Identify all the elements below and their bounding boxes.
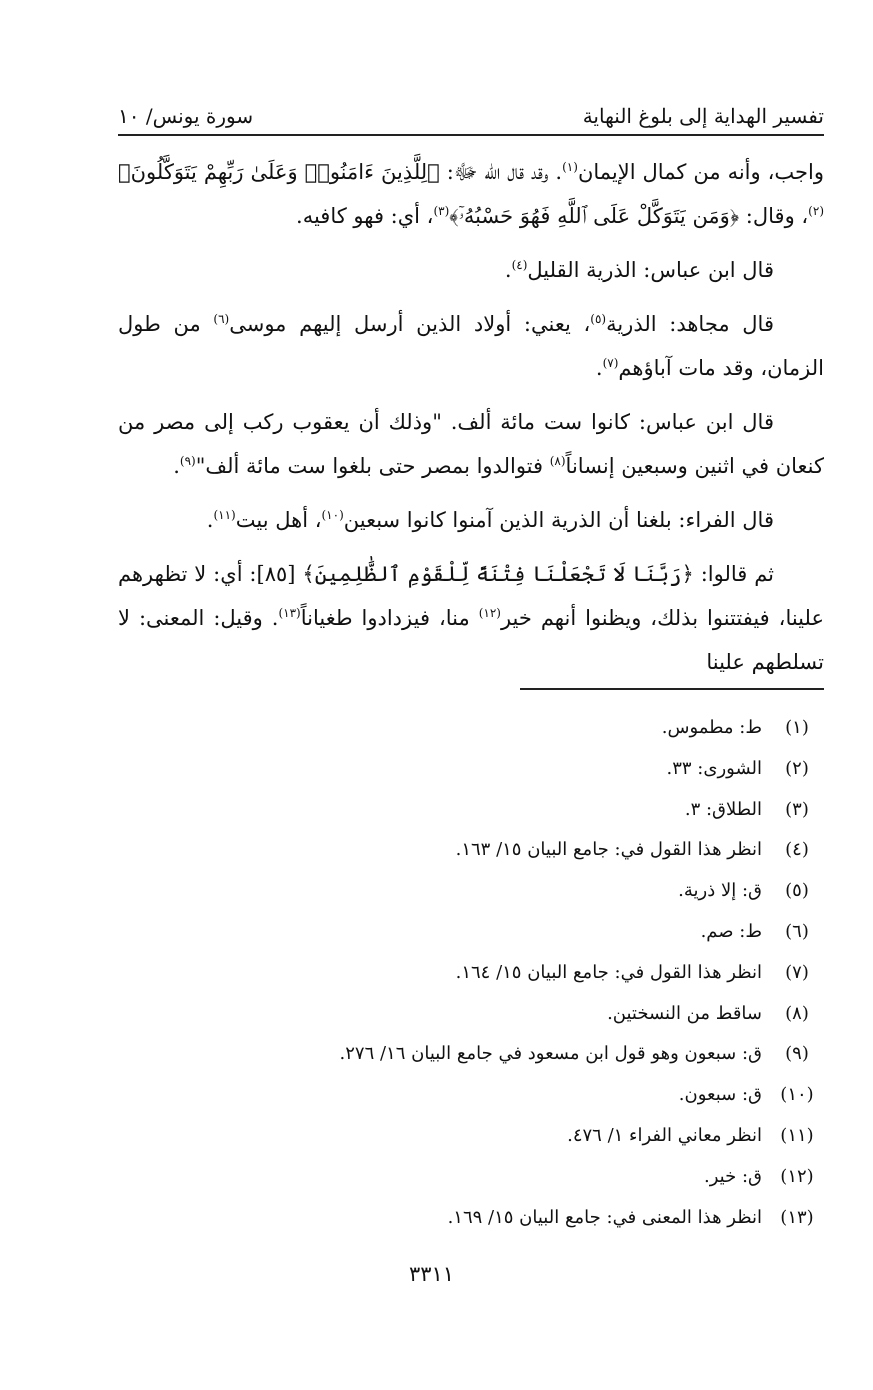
footnote-item (118, 994, 824, 1035)
footnote-ref[interactable]: (١١) (213, 508, 236, 522)
quran-verse: ﴿رَبَّنَا لَا تَجْعَلْنَا فِتْنَةً لِّلْقَوْمِ ٱلظَّٰلِمِينَ﴾ (302, 562, 694, 586)
book-title: تفسير الهداية إلى بلوغ النهاية (582, 104, 824, 128)
paragraph: ثم قالوا: ﴿رَبَّنَا لَا تَجْعَلْنَا فِتْنَةً لِّلْقَوْمِ ٱلظَّٰلِمِينَ﴾ [٨٥]: أي: لا تظهرهم علينا، فيفتتنوا بذلك، ويظنوا أنهم خير$^{(١٢)}$ منا، فيزدادوا طغياناً$^{(١٣)}$. وقيل: المعنى: لا تسلطهم علينا (118, 562, 825, 674)
footnote-ref[interactable]: (٦) (213, 312, 230, 326)
quran-verse: ﴿وَمَن يَتَوَكَّلْ عَلَى ٱللَّهِ فَهُوَ حَسْبُهُۥٓ﴾ (449, 204, 740, 228)
paragraph: قال ابن عباس: الذرية القليل$^{(٤)}$. (504, 258, 774, 282)
footnote-number: (٢) (785, 757, 809, 779)
footnote-item (118, 1157, 824, 1198)
footnote-number: (١) (785, 717, 809, 738)
footnote-number: (٨) (785, 1002, 809, 1024)
footnote-text: انظر معاني الفراء ١/ ٤٧٦. (567, 1124, 762, 1146)
paragraph: قال مجاهد: الذرية$^{(٥)}$، يعني: أولاد الذين أرسل إليهم موسى$^{(٦)}$ من طول الزمان، وقد مات آباؤهم$^{(٧)}$. (118, 312, 824, 380)
footnote-item (118, 912, 824, 953)
footnote-item (118, 1075, 824, 1116)
footnote-item (118, 871, 824, 912)
footnote-item (118, 1034, 824, 1075)
footnote-number: (١٣) (780, 1206, 814, 1228)
footnote-text: ق: إلا ذرية. (678, 880, 762, 902)
footnote-item (118, 790, 824, 831)
footnote-text: ساقط من النسختين. (607, 1002, 762, 1024)
footnote-separator (520, 688, 824, 690)
footnote-ref[interactable]: (٩) (179, 454, 196, 468)
footnote-ref[interactable]: (١٣) (278, 606, 301, 620)
footnote-number: (١١) (780, 1124, 814, 1146)
footnote-item (118, 953, 824, 994)
footnote-number: (٩) (785, 1043, 809, 1065)
footnote-number: (٧) (785, 961, 809, 983)
paragraph: واجب، وأنه من كمال الإيمان$^{(١)}$. وقد قال الله ﷻ: ﴿لِلَّذِينَ ءَامَنُوا۟ وَعَلَىٰ رَبِّهِمْ يَتَوَكَّلُونَ﴾$^{(٢)}$، وقال: ﴿وَمَن يَتَوَكَّلْ عَلَى ٱللَّهِ فَهُوَ حَسْبُهُۥٓ﴾$^{(٣)}$، أي: فهو كافيه. (118, 160, 825, 228)
footnote-ref[interactable]: (٨) (549, 454, 566, 468)
footnote-ref[interactable]: (٤) (511, 258, 528, 272)
footnote-text: ق: سبعون. (678, 1084, 762, 1106)
footnote-text: ط: مطموس. (661, 717, 762, 738)
footnote-number: (١٠) (780, 1084, 814, 1106)
footnote-text: الشورى: ٣٣. (666, 757, 762, 779)
footnote-ref[interactable]: (١٢) (478, 606, 501, 620)
footnote-number: (٥) (785, 880, 809, 902)
footnote-text: انظر هذا المعنى في: جامع البيان ١٥/ ١٦٩. (447, 1206, 762, 1228)
footnote-ref[interactable]: (١٠) (321, 508, 344, 522)
page-number: ٣٣١١ (408, 1262, 455, 1286)
main-text (118, 150, 824, 694)
footnote-item (118, 1116, 824, 1157)
footnote-number: (٦) (785, 920, 809, 942)
footnote-item (118, 1198, 824, 1239)
footnote-item (118, 830, 824, 871)
footnote-text: انظر هذا القول في: جامع البيان ١٥/ ١٦٣. (455, 839, 762, 861)
footnote-ref[interactable]: (٢) (808, 204, 824, 218)
paragraph: قال الفراء: بلغنا أن الذرية الذين آمنوا كانوا سبعين$^{(١٠)}$، أهل بيت$^{(١١)}$. (206, 508, 774, 532)
footnote-text: ق: خير. (704, 1165, 762, 1187)
running-header (118, 100, 824, 136)
footnote-ref[interactable]: (٧) (602, 356, 619, 370)
footnote-number: (١٢) (780, 1165, 814, 1187)
footnotes (118, 708, 824, 1238)
footnote-number: (٣) (785, 798, 809, 820)
footnote-item (118, 708, 824, 749)
footnote-ref[interactable]: (١) (562, 160, 578, 174)
footnote-ref[interactable]: (٣) (433, 204, 450, 218)
footnote-ref[interactable]: (٥) (590, 312, 607, 326)
footnote-text: انظر هذا القول في: جامع البيان ١٥/ ١٦٤. (455, 961, 762, 983)
paragraph: قال ابن عباس: كانوا ست مائة ألف. "وذلك أن يعقوب ركب إلى مصر من كنعان في اثنين وسبعين إنساناً$^{(٨)}$ فتوالدوا بمصر حتى بلغوا ست مائة ألف"$^{(٩)}$. (118, 410, 824, 478)
footnote-number: (٤) (785, 839, 809, 861)
quran-verse: ﴿لِلَّذِينَ ءَامَنُوا۟ وَعَلَىٰ رَبِّهِمْ يَتَوَكَّلُونَ﴾ (118, 160, 440, 184)
footnote-item (118, 749, 824, 790)
footnote-text: الطلاق: ٣. (684, 798, 762, 820)
footnote-text: ق: سبعون وهو قول ابن مسعود في جامع البيان ١٦/ ٢٧٦. (339, 1043, 762, 1065)
surah-reference: سورة يونس/ ١٠ (118, 104, 254, 128)
footnote-text: ط: صم. (700, 920, 762, 942)
